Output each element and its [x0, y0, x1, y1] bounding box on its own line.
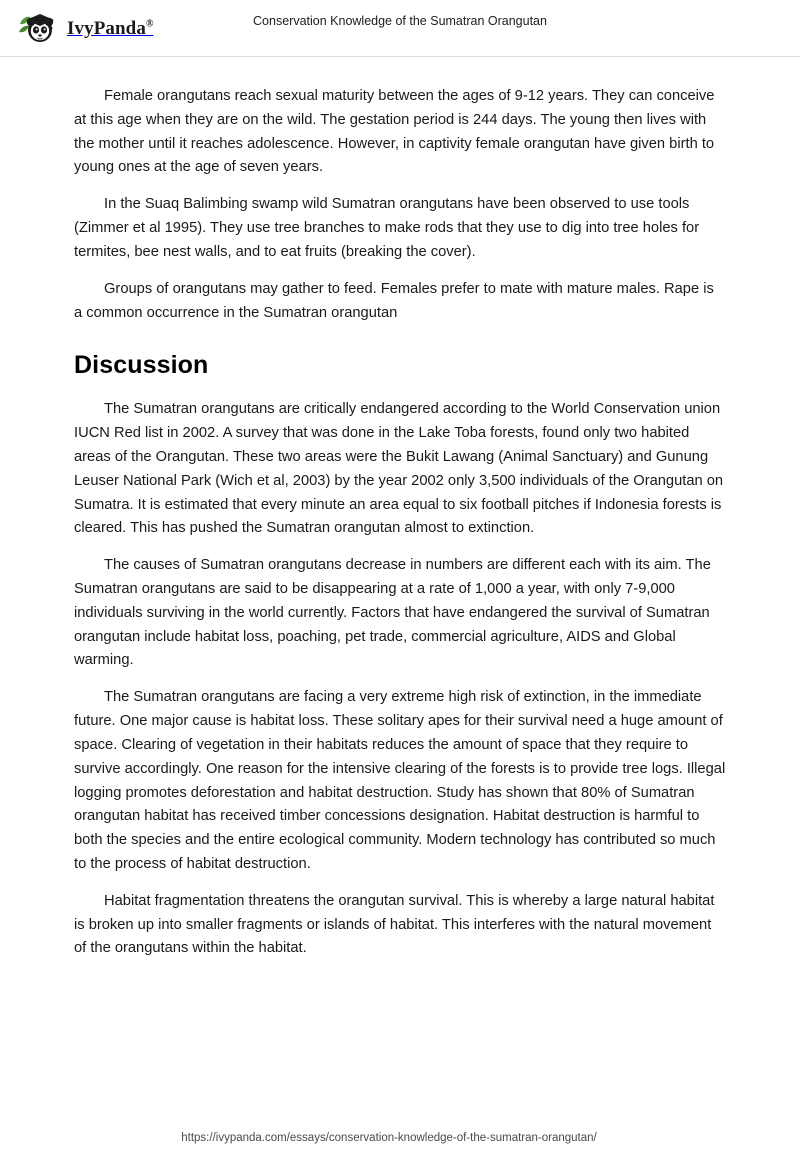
brand-name: IvyPanda® [67, 18, 154, 39]
paragraph: The Sumatran orangutans are facing a very extreme high risk of extinction, in the immediate future. One major cause is habitat loss. These solitary apes for their survival need a huge amount of space. Clearing of vegetation in their habitats reduces the amount of space that they require to survive accordingly. One reason for the intensive clearing of the forests is to provide tree logs. Illegal logging promotes deforestation and habitat destruction. Study has shown that 80% of Sumatran orangutan habitat has received timber concessions designation. Habitat destruction is harmful to both the species and the entire ecological community. Modern technology has contributed so much to the process of habitat destruction. [74, 689, 726, 872]
paragraph: Habitat fragmentation threatens the orangutan survival. This is whereby a large natural habitat is broken up into smaller fragments or islands of habitat. This interferes with the natural movement of the orangutans within the habitat. [74, 892, 715, 957]
paragraph: Groups of orangutans may gather to feed. Females prefer to mate with mature males. Rape is a common occurrence in the Sumatran orangutan [74, 280, 714, 321]
document-body [0, 57, 800, 961]
document-title: Conservation Knowledge of the Sumatran Orangutan [253, 14, 547, 28]
registered-mark: ® [145, 18, 154, 30]
paragraph: In the Suaq Balimbing swamp wild Sumatran orangutans have been observed to use tools (Zimmer et al 1995). They use tree branches to make rods that they use to dig into tree holes for termites, bee nest walls, and to eat fruits (breaking the cover). [74, 196, 700, 260]
source-url-link[interactable]: https://ivypanda.com/essays/conservation-knowledge-of-the-sumatran-orangutan/ [181, 1132, 597, 1144]
paragraph: The causes of Sumatran orangutans decrease in numbers are different each with its aim. The Sumatran orangutans are said to be disappearing at a rate of 1,000 a year, with only 7-9,000 individuals surviving in the world currently. Factors that have endangered the survival of Sumatran orangutan include habitat loss, poaching, pet trade, commercial agriculture, AIDS and Global warming. [74, 557, 711, 669]
page-header [0, 0, 800, 57]
paragraph: Female orangutans reach sexual maturity between the ages of 9-12 years. They can conceive at this age when they are on the wild. The gestation period is 244 days. The young then lives with the mother until it reaches adolescence. However, in captivity female orangutan have given birth to young ones at the age of seven years. [74, 88, 715, 176]
section-heading-discussion: Discussion [74, 351, 209, 380]
paragraph: The Sumatran orangutans are critically endangered according to the World Conservation union IUCN Red list in 2002. A survey that was done in the Lake Toba forests, found only two habited areas of the Orangutan. These two areas were the Bukit Lawang (Animal Sanctuary) and Gunung Leuser National Park (Wich et al, 2003) by the year 2002 only 3,500 individuals of the Orangutan on Sumatra. It is estimated that every minute an area equal to six football pitches if Indonesia forests is cleared. This has pushed the Sumatran orangutan almost to extinction. [74, 401, 724, 537]
page-footer [0, 1128, 800, 1146]
